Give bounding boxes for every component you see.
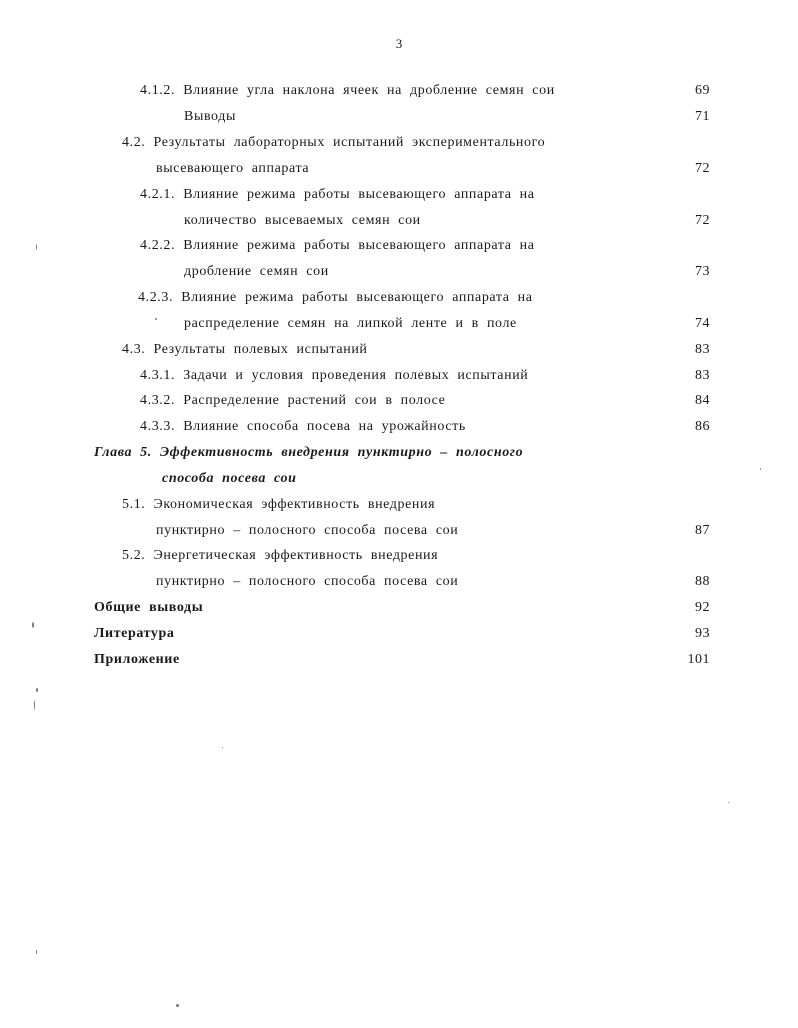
scan-speck (36, 244, 37, 250)
toc-entry-literature: Литература (94, 626, 175, 641)
toc-page-number: 83 (695, 342, 710, 357)
toc-entry-4-2-1-cont: количество высеваемых семян сои (184, 213, 421, 228)
toc-entry-5-1: 5.1. Экономическая эффективность внедрения (122, 497, 436, 512)
toc-entry-4-2-2-cont: дробление семян сои (184, 264, 329, 279)
toc-entry-5-2: 5.2. Энергетическая эффективность внедрения (122, 548, 439, 563)
scan-speck (760, 468, 761, 470)
toc-page-number: 87 (695, 523, 710, 538)
scan-speck (36, 688, 38, 692)
toc-entry-4-3-3: 4.3.3. Влияние способа посева на урожайность (140, 419, 466, 434)
toc-page-number: 88 (695, 574, 710, 589)
toc-entry-4-2-cont: высевающего аппарата (156, 161, 310, 176)
toc-page-number: 84 (695, 393, 710, 408)
scan-speck (36, 950, 37, 954)
toc-entry-4-3-1: 4.3.1. Задачи и условия проведения полевых испытаний (140, 368, 529, 383)
scan-speck (32, 622, 34, 628)
toc-entry-4-2-3-cont: распределение семян на липкой ленте и в поле (184, 316, 517, 331)
toc-entry-chapter-5: Глава 5. Эффективность внедрения пунктирно – полосного (94, 445, 524, 460)
scan-speck (34, 700, 35, 710)
toc-page-number: 72 (695, 213, 710, 228)
toc-entry-5-2-cont: пунктирно – полосного способа посева сои (156, 574, 459, 589)
toc-page-number: 73 (695, 264, 710, 279)
toc-entry-4-3-2: 4.3.2. Распределение растений сои в полосе (140, 393, 446, 408)
page-number: 3 (395, 36, 403, 51)
scan-speck (176, 1004, 179, 1007)
scan-speck (155, 318, 157, 320)
toc-entry-general-conclusions: Общие выводы (94, 600, 204, 615)
toc-entry-4-2-3: 4.2.3. Влияние режима работы высевающего аппарата на (138, 290, 533, 305)
toc-page-number: 74 (695, 316, 710, 331)
toc-entry-4-2-1: 4.2.1. Влияние режима работы высевающего аппарата на (140, 187, 535, 202)
toc-page-number: 86 (695, 419, 710, 434)
toc-entry-conclusions: Выводы (184, 109, 236, 124)
toc-entry-chapter-5-cont: способа посева сои (162, 471, 297, 486)
scan-speck (222, 747, 223, 748)
toc-page-number: 92 (695, 600, 710, 615)
toc-entry-4-2: 4.2. Результаты лабораторных испытаний экспериментального (122, 135, 546, 150)
scan-speck (728, 802, 729, 803)
toc-page-number: 72 (695, 161, 710, 176)
toc-entry-5-1-cont: пунктирно – полосного способа посева сои (156, 523, 459, 538)
toc-entry-4-1-2: 4.1.2. Влияние угла наклона ячеек на дробление семян сои (140, 83, 555, 98)
toc-page-number: 101 (687, 652, 710, 667)
toc-page-number: 93 (695, 626, 710, 641)
toc-page-number: 83 (695, 368, 710, 383)
toc-page-number: 71 (695, 109, 710, 124)
toc-page-number: 69 (695, 83, 710, 98)
toc-entry-4-2-2: 4.2.2. Влияние режима работы высевающего аппарата на (140, 238, 535, 253)
toc-entry-4-3: 4.3. Результаты полевых испытаний (122, 342, 368, 357)
toc-entry-appendix: Приложение (94, 652, 180, 667)
